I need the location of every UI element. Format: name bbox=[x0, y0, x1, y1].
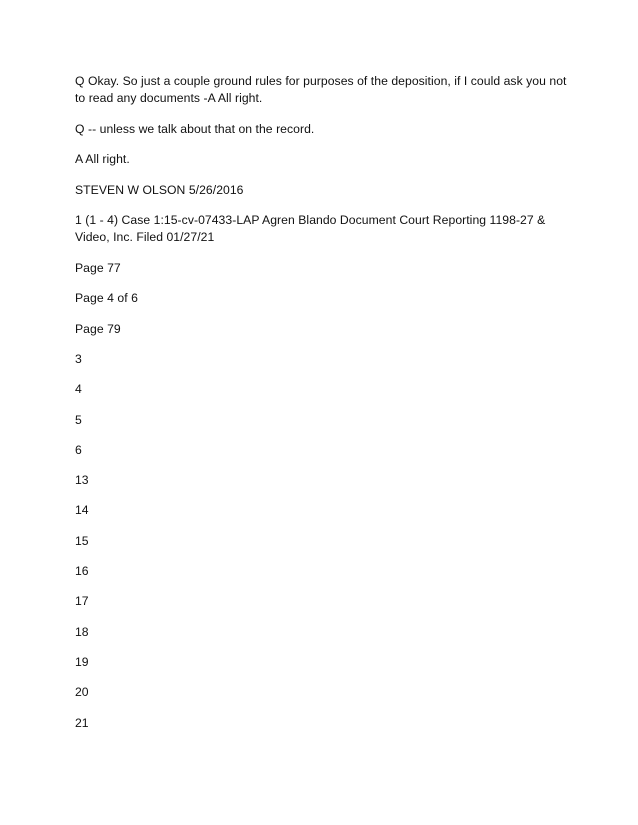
line-number: 21 bbox=[75, 715, 89, 730]
line-number: 4 bbox=[75, 382, 82, 397]
line-number: 5 bbox=[75, 412, 82, 427]
line-number: 6 bbox=[75, 442, 82, 457]
line-number: 14 bbox=[75, 503, 89, 518]
line-number: 16 bbox=[75, 564, 89, 579]
line-number: 13 bbox=[75, 473, 89, 488]
testimony-question-2: Q -- unless we talk about that on the record. bbox=[75, 121, 315, 136]
page-label-77: Page 77 bbox=[75, 260, 121, 275]
document-page bbox=[75, 73, 575, 745]
testimony-question-1: Q Okay. So just a couple ground rules for purposes of the deposition, if I could ask you not to read any documents -A All right. bbox=[75, 74, 567, 105]
line-number-list bbox=[75, 351, 575, 732]
line-number: 20 bbox=[75, 685, 89, 700]
line-number: 19 bbox=[75, 654, 89, 669]
page-count-label: Page 4 of 6 bbox=[75, 291, 138, 305]
witness-name-date: STEVEN W OLSON 5/26/2016 bbox=[75, 182, 244, 197]
line-number: 15 bbox=[75, 533, 89, 548]
line-number: 17 bbox=[75, 594, 89, 609]
line-number: 3 bbox=[75, 352, 82, 366]
testimony-answer: A All right. bbox=[75, 152, 130, 166]
page-label-79: Page 79 bbox=[75, 321, 121, 336]
case-header: 1 (1 - 4) Case 1:15-cv-07433-LAP Agren Blando Document Court Reporting 1198-27 & Video, Inc. Filed 01/27/21 bbox=[75, 213, 546, 244]
line-number: 18 bbox=[75, 624, 89, 639]
